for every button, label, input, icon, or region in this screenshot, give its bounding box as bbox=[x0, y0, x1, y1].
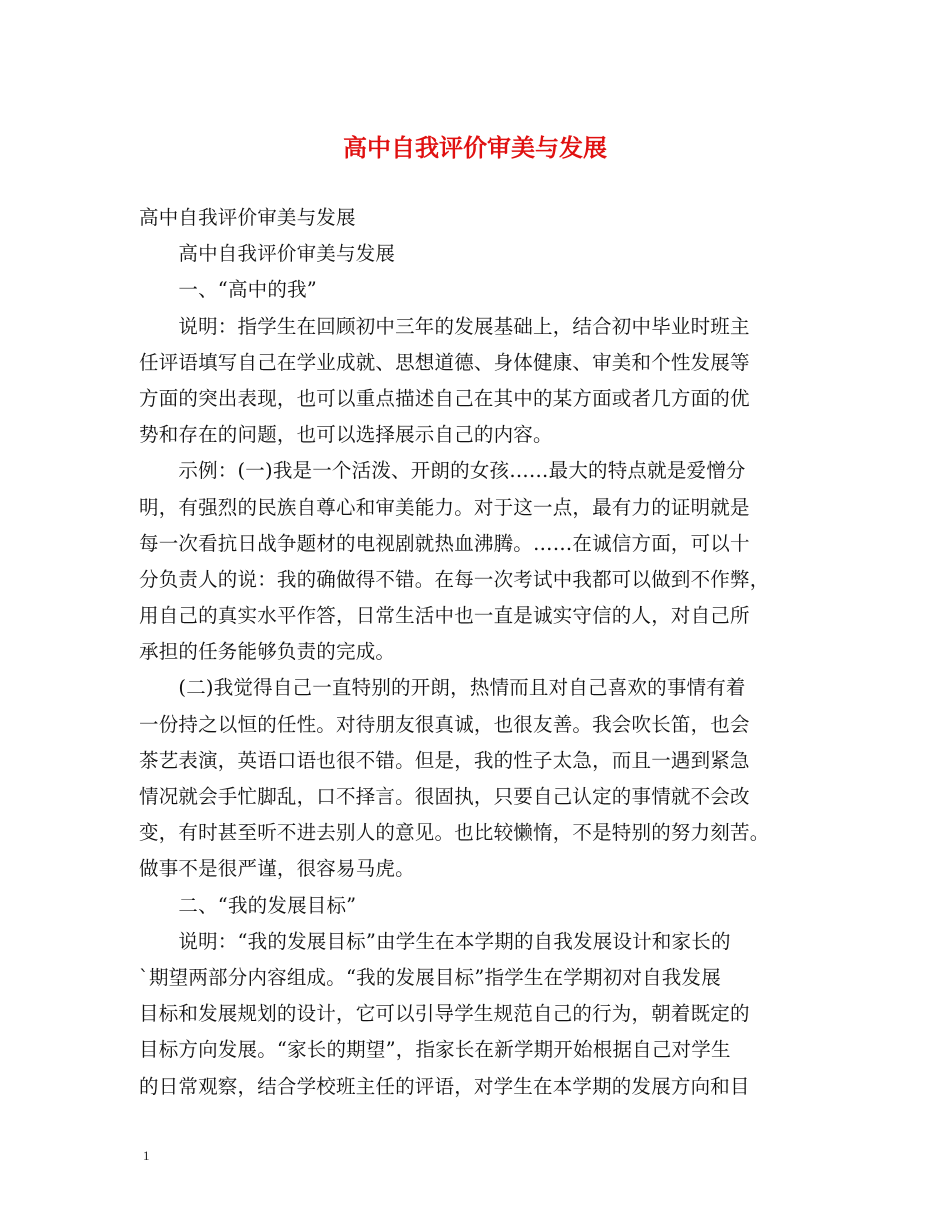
body-line: 目标方向发展。“家长的期望”，指家长在新学期开始根据自己对学生 bbox=[139, 1038, 731, 1062]
body-line: 高中自我评价审美与发展 bbox=[139, 206, 356, 229]
body-line: 方面的突出表现，也可以重点描述自己在其中的某方面或者几方面的优 bbox=[139, 386, 750, 410]
body-line: 示例：(一)我是一个活泼、开朗的女孩……最大的特点就是爱憎分 bbox=[139, 459, 746, 483]
body-line: (二)我觉得自己一直特别的开朗，热情而且对自己喜欢的事情有着 bbox=[139, 676, 746, 700]
body-line: 每一次看抗日战争题材的电视剧就热血沸腾。……在诚信方面，可以十 bbox=[139, 531, 750, 555]
body-line: 的日常观察，结合学校班主任的评语，对学生在本学期的发展方向和目 bbox=[139, 1074, 750, 1098]
body-line: 势和存在的问题，也可以选择展示自己的内容。 bbox=[139, 423, 553, 447]
section-heading: 二、“我的发展目标” bbox=[139, 893, 357, 917]
body-line: 承担的任务能够负责的完成。 bbox=[139, 640, 396, 664]
page-number: 1 bbox=[143, 1148, 150, 1163]
body-line: 说明：指学生在回顾初中三年的发展基础上，结合初中毕业时班主 bbox=[139, 314, 750, 338]
document-title: 高中自我评价审美与发展 bbox=[343, 133, 607, 162]
body-line: 任评语填写自己在学业成就、思想道德、身体健康、审美和个性发展等 bbox=[139, 350, 750, 374]
body-line: 做事不是很严谨，很容易马虎。 bbox=[139, 857, 415, 881]
body-line: `期望两部分内容组成。“我的发展目标”指学生在学期初对自我发展 bbox=[139, 965, 721, 989]
body-line: 情况就会手忙脚乱，口不择言。很固执，只要自己认定的事情就不会改 bbox=[139, 785, 750, 808]
body-line: 明，有强烈的民族自尊心和审美能力。对于这一点，最有力的证明就是 bbox=[139, 495, 750, 519]
body-line: 用自己的真实水平作答，日常生活中也一直是诚实守信的人，对自己所 bbox=[139, 604, 750, 628]
body-line: 说明：“我的发展目标”由学生在本学期的自我发展设计和家长的 bbox=[139, 929, 731, 953]
body-line: 高中自我评价审美与发展 bbox=[139, 242, 396, 266]
body-line: 变，有时甚至听不进去别人的意见。也比较懒惰，不是特别的努力刻苦。 bbox=[139, 821, 770, 845]
body-line: 一份持之以恒的任性。对待朋友很真诚，也很友善。我会吹长笛，也会 bbox=[139, 712, 750, 736]
section-heading: 一、“高中的我” bbox=[139, 278, 317, 302]
body-line: 茶艺表演，英语口语也很不错。但是，我的性子太急，而且一遇到紧急 bbox=[139, 748, 750, 772]
body-line: 目标和发展规划的设计，它可以引导学生规范自己的行为，朝着既定的 bbox=[139, 1002, 750, 1026]
document-body bbox=[139, 200, 819, 1105]
body-line: 分负责人的说：我的确做得不错。在每一次考试中我都可以做到不作弊， bbox=[139, 567, 770, 591]
